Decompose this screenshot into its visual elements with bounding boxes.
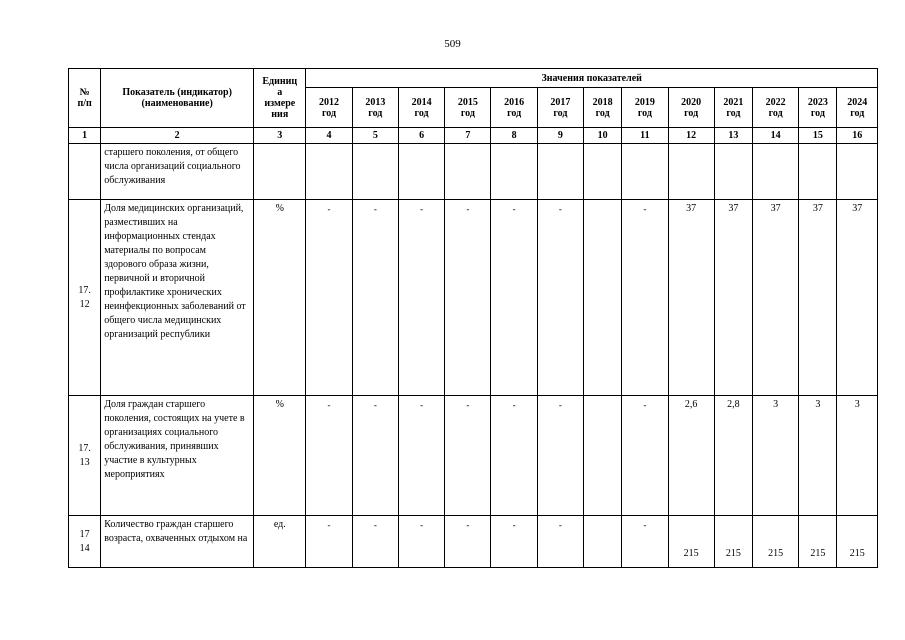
value-cell: - [306,200,352,396]
value-cell [714,144,752,200]
column-number: 7 [445,128,491,144]
value-cell: 37 [837,200,878,396]
value-cell [584,516,622,568]
row-number [69,144,101,200]
value-cell: 215 [714,516,752,568]
header-year: 2020 год [668,88,714,128]
column-number: 6 [398,128,444,144]
value-cell [584,144,622,200]
value-cell: 37 [799,200,837,396]
column-number: 1 [69,128,101,144]
header-number: № п/п [69,69,101,128]
value-cell: - [445,200,491,396]
row-number: 17. 13 [69,396,101,516]
table-row [69,516,878,568]
value-cell [584,396,622,516]
column-number: 8 [491,128,537,144]
table-row [69,396,878,516]
value-cell [584,200,622,396]
unit-cell: ед. [254,516,306,568]
value-cell: 2,6 [668,396,714,516]
header-year: 2022 год [752,88,798,128]
header-year: 2024 год [837,88,878,128]
value-cell: - [306,516,352,568]
unit-cell: % [254,200,306,396]
value-cell [752,144,798,200]
value-cell [622,144,668,200]
value-cell: - [622,396,668,516]
header-year: 2017 год [537,88,583,128]
header-year: 2021 год [714,88,752,128]
value-cell: 215 [799,516,837,568]
column-number: 14 [752,128,798,144]
header-year: 2019 год [622,88,668,128]
indicator-name: Доля медицинских организаций, разместивших на информационных стендах материалы по вопросам здорового образа жизни, первичной и вторичной профилактике хронических неинфекционных заболеваний от общего числа медицинских организаций республики [101,200,254,396]
value-cell [799,144,837,200]
value-cell: - [491,516,537,568]
value-cell [837,144,878,200]
column-number: 4 [306,128,352,144]
indicator-name: Количество граждан старшего возраста, охваченных отдыхом на [101,516,254,568]
page-number: 509 [444,38,461,50]
column-number: 5 [352,128,398,144]
value-cell: 3 [799,396,837,516]
value-cell [668,144,714,200]
column-number: 16 [837,128,878,144]
value-cell: 2,8 [714,396,752,516]
value-cell: - [537,516,583,568]
indicator-name: Доля граждан старшего поколения, состоящих на учете в организациях социального обслуживания, принявших участие в культурных мероприятиях [101,396,254,516]
column-number: 9 [537,128,583,144]
value-cell: - [398,200,444,396]
value-cell [352,144,398,200]
value-cell: 37 [668,200,714,396]
column-number: 11 [622,128,668,144]
header-year: 2014 год [398,88,444,128]
value-cell: - [491,396,537,516]
indicators-table [68,68,878,568]
header-year: 2015 год [445,88,491,128]
value-cell: - [352,516,398,568]
value-cell: 215 [752,516,798,568]
value-cell: 215 [668,516,714,568]
value-cell: - [537,396,583,516]
column-numbers-row [69,128,878,144]
value-cell: 3 [837,396,878,516]
header-year: 2016 год [491,88,537,128]
header-values: Значения показателей [306,69,878,88]
header-year: 2013 год [352,88,398,128]
table-row [69,144,878,200]
row-number: 17. 12 [69,200,101,396]
value-cell: - [445,516,491,568]
column-number: 10 [584,128,622,144]
table-row [69,200,878,396]
value-cell: - [306,396,352,516]
value-cell: - [622,200,668,396]
value-cell [398,144,444,200]
column-number: 3 [254,128,306,144]
value-cell: - [445,396,491,516]
value-cell: - [622,516,668,568]
column-number: 2 [101,128,254,144]
value-cell: 215 [837,516,878,568]
column-number: 13 [714,128,752,144]
column-number: 12 [668,128,714,144]
value-cell: 37 [752,200,798,396]
row-number: 17 14 [69,516,101,568]
header-indicator: Показатель (индикатор) (наименование) [101,69,254,128]
value-cell: - [398,396,444,516]
unit-cell: % [254,396,306,516]
value-cell: - [491,200,537,396]
header-unit: Единиц а измере ния [254,69,306,128]
value-cell [491,144,537,200]
value-cell: - [352,200,398,396]
indicator-name: старшего поколения, от общего числа организаций социального обслуживания [101,144,254,200]
header-year: 2023 год [799,88,837,128]
value-cell: 3 [752,396,798,516]
value-cell: - [537,200,583,396]
unit-cell [254,144,306,200]
value-cell: - [398,516,444,568]
value-cell [306,144,352,200]
header-year: 2012 год [306,88,352,128]
column-number: 15 [799,128,837,144]
value-cell: - [352,396,398,516]
value-cell [537,144,583,200]
value-cell [445,144,491,200]
header-year: 2018 год [584,88,622,128]
value-cell: 37 [714,200,752,396]
